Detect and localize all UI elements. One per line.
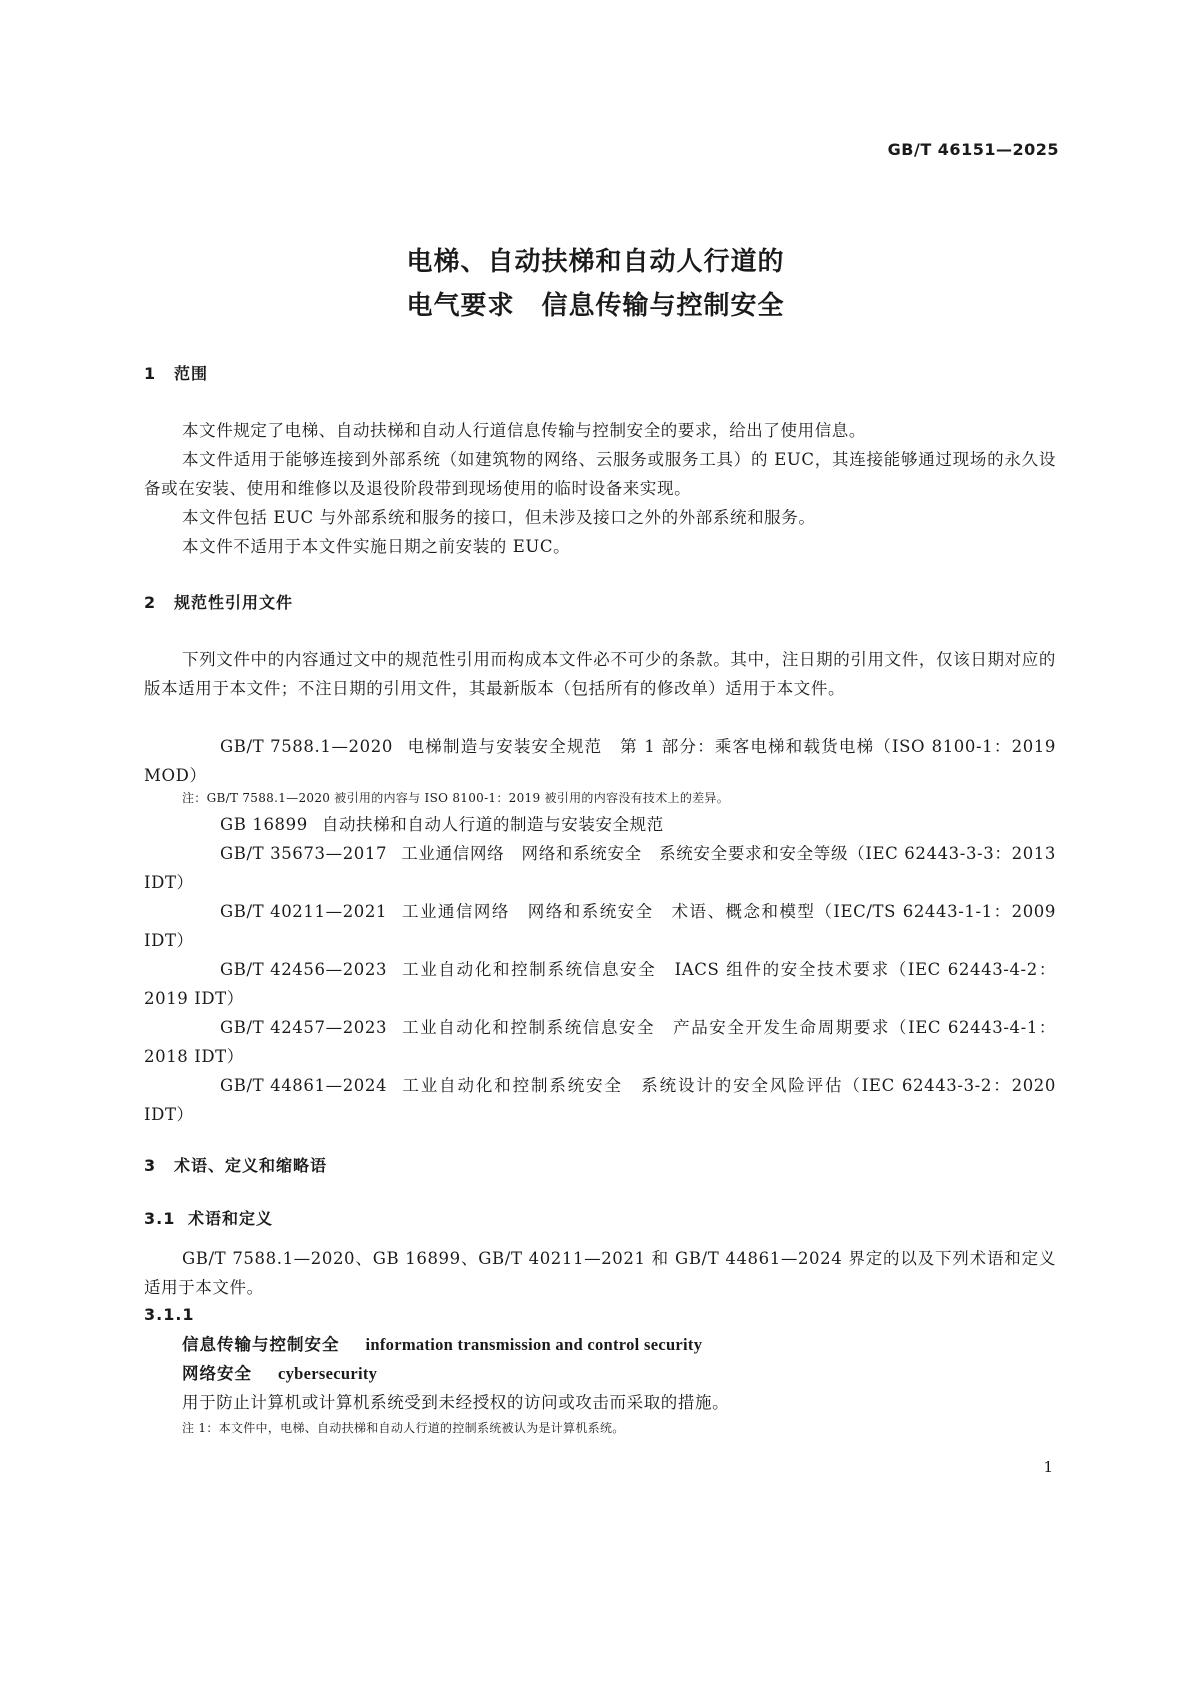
section-2-heading: [144, 590, 293, 613]
reference-title: 自动扶梯和自动人行道的制造与安装安全规范: [321, 815, 664, 834]
reference-title: 工业自动化和控制系统信息安全 IACS 组件的安全技术要求（IEC 62443-4-2：2019 IDT）: [144, 960, 1056, 1008]
term-chinese: 信息传输与控制安全: [182, 1335, 340, 1354]
term-number: 3.1.1: [144, 1305, 195, 1324]
page-number: 1: [1043, 1458, 1053, 1476]
section-3-heading: [144, 1153, 327, 1176]
reference-title: 工业自动化和控制系统信息安全 产品安全开发生命周期要求（IEC 62443-4-1：2018 IDT）: [144, 1018, 1056, 1066]
admitted-term-chinese: 网络安全: [182, 1364, 252, 1383]
reference-item: [144, 955, 1056, 1013]
reference-item: [144, 1013, 1056, 1071]
section-title: 术语、定义和缩略语: [174, 1156, 328, 1175]
section-number: 2: [144, 593, 157, 612]
scope-paragraph-2: 本文件适用于能够连接到外部系统（如建筑物的网络、云服务或服务工具）的 EUC，其连接能够通过现场的永久设备或在安装、使用和维修以及退役阶段带到现场使用的临时设备来实现。: [144, 450, 1056, 498]
subsection-number: 3.1: [144, 1209, 176, 1228]
terms-intro: GB/T 7588.1—2020、GB 16899、GB/T 40211—2021 和 GB/T 44861—2024 界定的以及下列术语和定义适用于本文件。: [144, 1249, 1056, 1297]
reference-code: GB 16899: [220, 815, 308, 834]
reference-item: [144, 732, 1056, 790]
reference-code: GB/T 42457—2023: [220, 1018, 388, 1037]
normative-references-intro: 下列文件中的内容通过文中的规范性引用而构成本文件必不可少的条款。其中，注日期的引用文件，仅该日期对应的版本适用于本文件；不注日期的引用文件，其最新版本（包括所有的修改单）适用于本文件。: [144, 650, 1056, 698]
term-english: information transmission and control security: [365, 1335, 703, 1354]
reference-item: [144, 897, 1056, 955]
term-entry: [182, 1331, 702, 1355]
reference-code: GB/T 7588.1—2020: [220, 737, 393, 756]
reference-item: [144, 810, 1056, 839]
title-line-1: 电梯、自动扶梯和自动人行道的: [406, 247, 785, 277]
reference-title: 电梯制造与安装安全规范 第 1 部分：乘客电梯和载货电梯（ISO 8100-1：2019 MOD）: [144, 737, 1056, 785]
reference-title: 工业通信网络 网络和系统安全 术语、概念和模型（IEC/TS 62443-1-1：2009 IDT）: [144, 902, 1056, 950]
term-note: 注 1：本文件中，电梯、自动扶梯和自动人行道的控制系统被认为是计算机系统。: [182, 1421, 625, 1435]
title-line-2: 电气要求 信息传输与控制安全: [406, 291, 785, 321]
reference-code: GB/T 42456—2023: [220, 960, 388, 979]
subsection-3-1-heading: [144, 1206, 273, 1229]
section-title: 范围: [174, 364, 209, 383]
reference-code: GB/T 40211—2021: [220, 902, 388, 921]
scope-paragraph-3: 本文件包括 EUC 与外部系统和服务的接口，但未涉及接口之外的外部系统和服务。: [182, 508, 816, 527]
admitted-term-entry: [182, 1360, 377, 1384]
section-number: 1: [144, 364, 157, 383]
reference-note: 注：GB/T 7588.1—2020 被引用的内容与 ISO 8100-1：2019 被引用的内容没有技术上的差异。: [182, 791, 730, 805]
subsection-title: 术语和定义: [188, 1209, 274, 1228]
admitted-term-english: cybersecurity: [278, 1364, 378, 1383]
document-title: [0, 240, 1191, 328]
section-number: 3: [144, 1156, 157, 1175]
scope-paragraph-4: 本文件不适用于本文件实施日期之前安装的 EUC。: [182, 537, 571, 556]
reference-item: [144, 839, 1056, 897]
term-definition: 用于防止计算机或计算机系统受到未经授权的访问或攻击而采取的措施。: [182, 1393, 730, 1412]
reference-title: 工业通信网络 网络和系统安全 系统安全要求和安全等级（IEC 62443-3-3：2013 IDT）: [144, 844, 1056, 892]
reference-item: [144, 1071, 1056, 1129]
reference-code: GB/T 35673—2017: [220, 844, 388, 863]
standard-code: GB/T 46151—2025: [887, 140, 1059, 159]
section-1-heading: [144, 361, 208, 384]
scope-paragraph-1: 本文件规定了电梯、自动扶梯和自动人行道信息传输与控制安全的要求，给出了使用信息。: [182, 421, 866, 440]
reference-code: GB/T 44861—2024: [220, 1076, 388, 1095]
reference-title: 工业自动化和控制系统安全 系统设计的安全风险评估（IEC 62443-3-2：2020 IDT）: [144, 1076, 1056, 1124]
section-title: 规范性引用文件: [174, 593, 294, 612]
